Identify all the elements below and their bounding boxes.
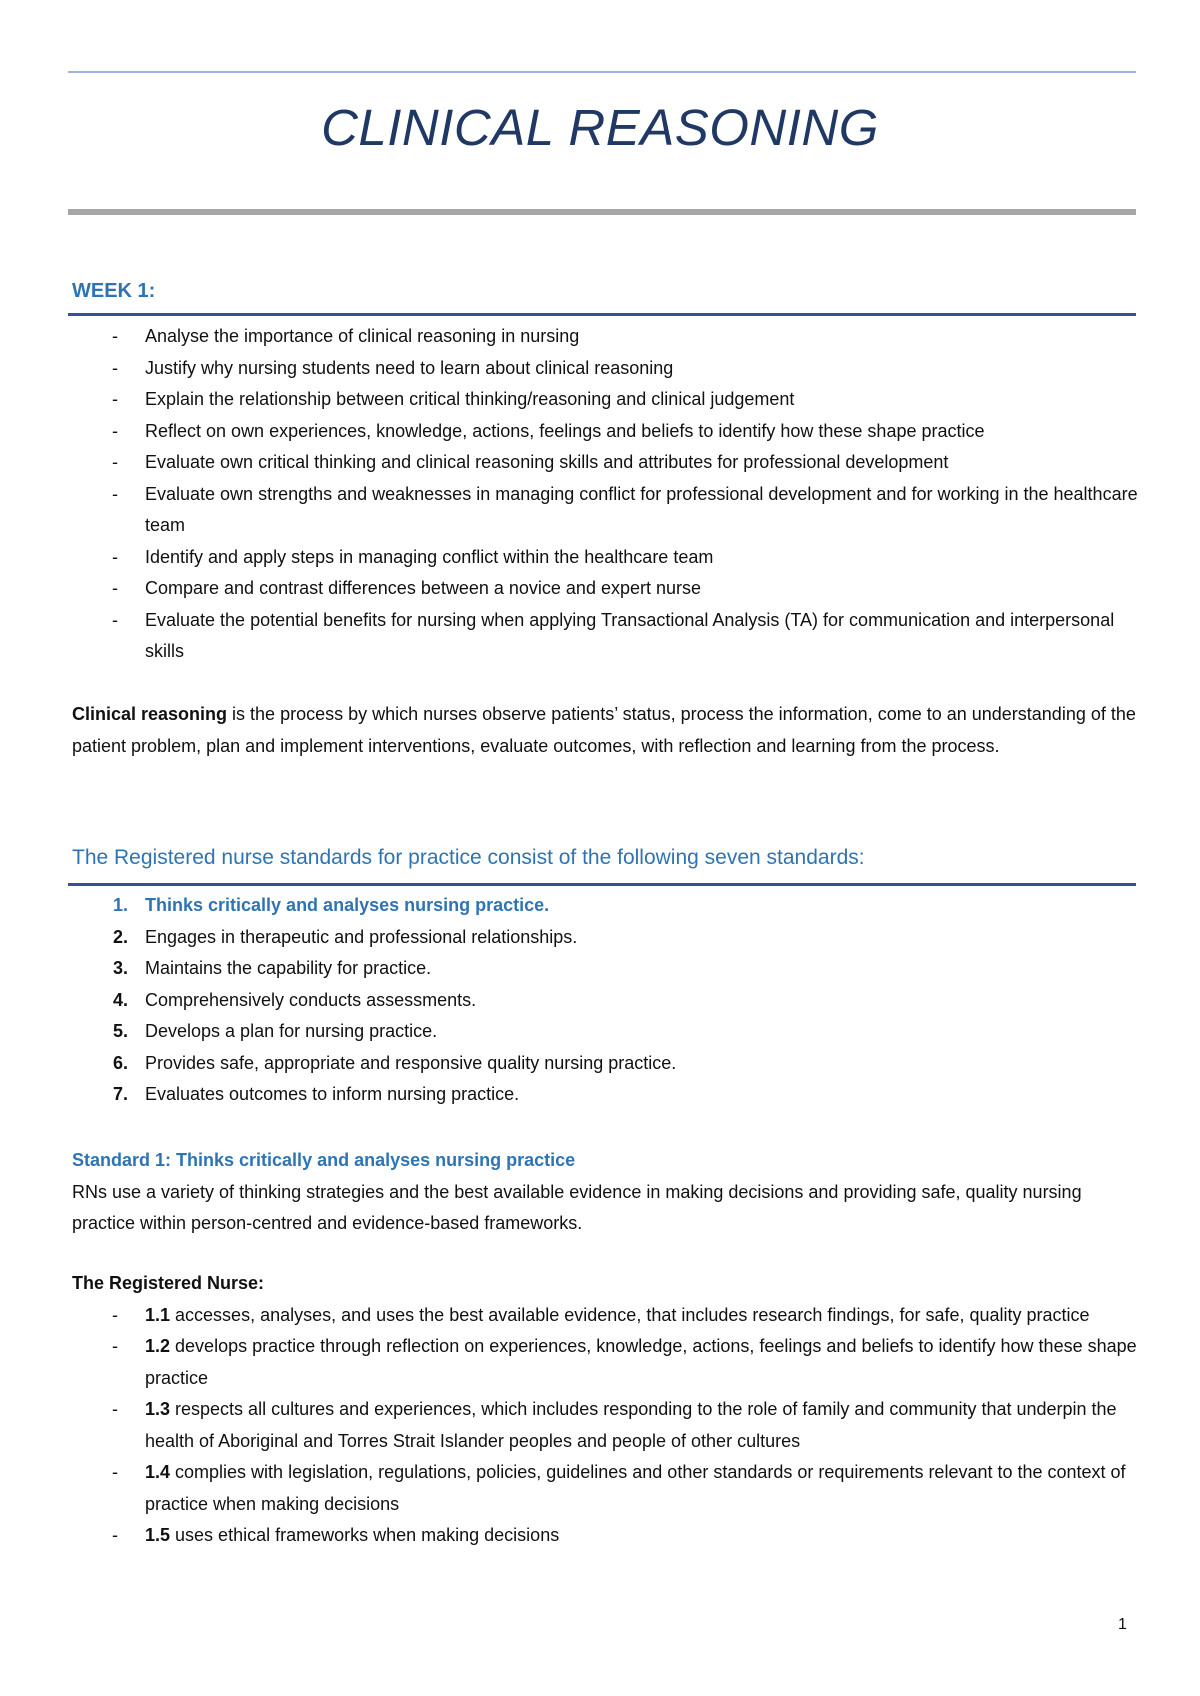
week-heading: WEEK 1: <box>72 280 156 302</box>
standard1-section <box>72 1145 1140 1240</box>
objectives-list <box>72 321 1140 668</box>
list-item: 1. Thinks critically and analyses nursing practice. <box>113 895 550 915</box>
list-item: 7. Evaluates outcomes to inform nursing practice. <box>113 1084 520 1104</box>
week-heading-rule <box>68 313 1136 316</box>
list-item: - 1.4 complies with legislation, regulations, policies, guidelines and other standards or requirements relevant to the context of practice when making decisions <box>72 1457 1140 1520</box>
list-item: - Evaluate own critical thinking and clinical reasoning skills and attributes for professional development <box>72 447 1140 479</box>
standards-section <box>72 890 1140 1111</box>
list-item: - Justify why nursing students need to learn about clinical reasoning <box>72 353 1140 385</box>
list-item: - Explain the relationship between critical thinking/reasoning and clinical judgement <box>72 384 1140 416</box>
rn-heading: The Registered Nurse: <box>72 1273 265 1293</box>
page-number: 1 <box>1118 1616 1127 1633</box>
list-item: - Reflect on own experiences, knowledge, actions, feelings and beliefs to identify how these shape practice <box>72 416 1140 448</box>
list-item: - Analyse the importance of clinical reasoning in nursing <box>72 321 1140 353</box>
list-item: - 1.1 accesses, analyses, and uses the best available evidence, that includes research findings, for safe, quality practice <box>72 1300 1140 1332</box>
top-rule <box>68 71 1136 73</box>
list-item: - 1.2 develops practice through reflection on experiences, knowledge, actions, feelings and beliefs to identify how these shape practice <box>72 1331 1140 1394</box>
list-item: - Evaluate the potential benefits for nursing when applying Transactional Analysis (TA) for communication and interpersonal skills <box>72 605 1140 668</box>
standard1-heading: Standard 1: Thinks critically and analyses nursing practice <box>72 1150 576 1170</box>
list-item: 5. Develops a plan for nursing practice. <box>113 1021 438 1041</box>
list-item: 3. Maintains the capability for practice. <box>113 958 432 978</box>
list-item: - Evaluate own strengths and weaknesses in managing conflict for professional development and for working in the healthcare team <box>72 479 1140 542</box>
list-item: - Identify and apply steps in managing conflict within the healthcare team <box>72 542 1140 574</box>
definition-paragraph <box>72 699 1140 762</box>
standard1-text: RNs use a variety of thinking strategies and the best available evidence in making decisions and providing safe, quality nursing practice within person-centred and evidence-based frameworks. <box>72 1181 1082 1233</box>
page-title: CLINICAL REASONING <box>321 99 879 156</box>
list-item: 4. Comprehensively conducts assessments. <box>113 989 477 1010</box>
list-item: - 1.5 uses ethical frameworks when making decisions <box>72 1520 1140 1552</box>
standards-list <box>72 890 1140 1111</box>
objectives-section <box>72 321 1140 668</box>
rn-list <box>72 1300 1140 1552</box>
definition-text: is the process by which nurses observe patients’ status, process the information, come to an understanding of the patient problem, plan and implement interventions, evaluate outcomes, with reflection and learning from the process. <box>72 704 1136 756</box>
rn-section <box>72 1268 1140 1552</box>
standards-heading: The Registered nurse standards for practice consist of the following seven standards: <box>72 846 865 869</box>
title-underline <box>68 209 1136 215</box>
list-item: - 1.3 respects all cultures and experiences, which includes responding to the role of family and community that underpin the health of Aboriginal and Torres Strait Islander peoples and people of other cultures <box>72 1394 1140 1457</box>
list-item: 2. Engages in therapeutic and professional relationships. <box>113 926 578 947</box>
list-item: - Compare and contrast differences between a novice and expert nurse <box>72 573 1140 605</box>
list-item: 6. Provides safe, appropriate and responsive quality nursing practice. <box>113 1052 677 1073</box>
standards-heading-rule <box>68 883 1136 886</box>
definition-term: Clinical reasoning <box>72 704 228 724</box>
